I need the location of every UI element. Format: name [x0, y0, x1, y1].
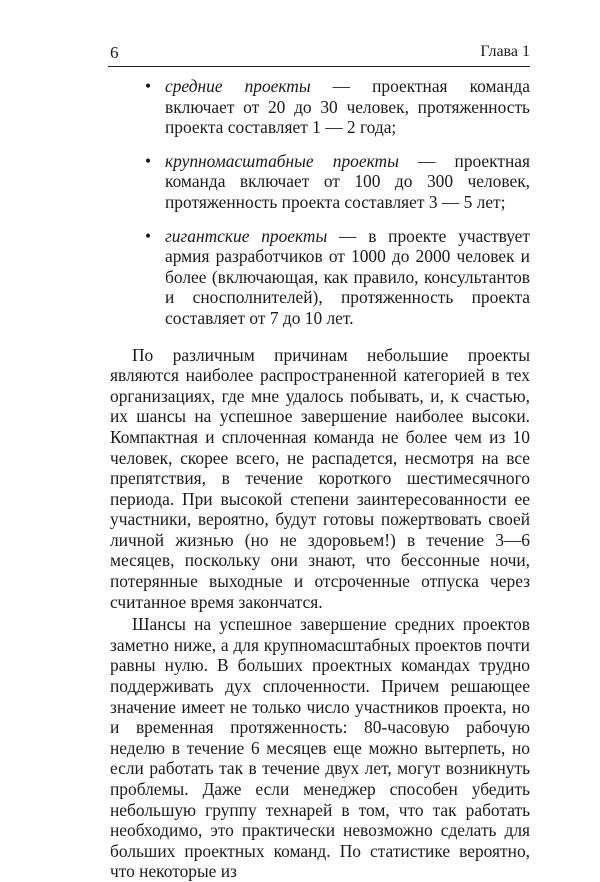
project-size-list [110, 76, 530, 329]
list-item-text: — в проекте участвует армия разработчиков от 1000 до 2000 человек и более (включающая, как правило, консультантов и сносполнителей), протяженность проекта составляет от 7 до 10 лет. [165, 225, 531, 328]
list-item-term: крупномасштабные проекты [165, 150, 399, 171]
paragraph: Шансы на успешное завершение средних проектов заметно ниже, а для крупномасштабных проектов почти равны нулю. В больших проектных командах трудно поддерживать дух сплоченности. Причем решающее значение имеет не только число участников проекта, но и временная протяженность: 80-часовую рабочую неделю в течение 6 месяцев еще можно вытерпеть, но если работать так в течение двух лет, могут возникнуть проблемы. Даже если менеджер способен убедить небольшую группу технарей в том, что так работать необходимо, это практически невозможно сделать для больших проектных команд. По статистике вероятно, что некоторые из [110, 614, 530, 882]
bullet-dot-icon: • [145, 225, 152, 246]
chapter-title: Глава 1 [480, 43, 530, 60]
list-item [145, 76, 530, 138]
paragraph: По различным причинам небольшие проекты являются наиболее распространенной категорией в тех организациях, где мне удалось побывать, и, к счастью, их шансы на успешное завершение наиболее высоки. Компактная и сплоченная команда не более чем из 10 человек, скорее всего, не распадется, несмотря на все препятствия, в течение короткого шестимесячного периода. При высокой степени заинтересованности ее участники, вероятно, будут готовы пожертвовать своей личной жизнью (но не здоровьем!) в течение 3—6 месяцев, поскольку они знают, что бессонные ночи, потерянные выходные и отсроченные отпуска через считанное время закончатся. [110, 344, 530, 612]
list-item-text: — проектная команда включает от 100 до 300 человек, протяженность проекта составляет 3 — 5 лет; [165, 150, 530, 212]
list-item-term: средние проекты [165, 76, 311, 96]
page-body [110, 76, 530, 882]
bullet-dot-icon: • [145, 150, 152, 171]
list-item [145, 150, 530, 213]
list-item [145, 225, 531, 329]
list-item-text: — проектная команда включает от 20 до 30 человек, протяженность проекта составляет 1 — 2 года; [165, 76, 530, 138]
list-item-term: гигантские проекты [165, 225, 328, 246]
running-header [108, 40, 530, 67]
bullet-dot-icon: • [145, 76, 152, 96]
page-number: 6 [110, 43, 119, 62]
